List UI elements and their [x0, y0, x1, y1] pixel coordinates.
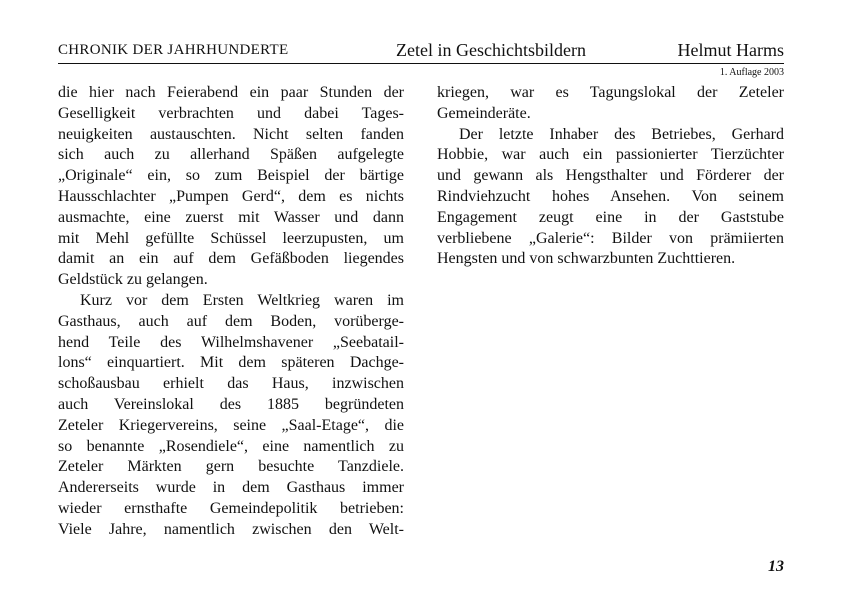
text-column-right	[437, 83, 784, 270]
text-column-left	[58, 83, 404, 541]
text-line: so benannte „Rosendiele“, eine namentlich zu	[58, 437, 404, 455]
text-line: Hengsten und von schwarzbunten Zuchttieren.	[437, 250, 736, 268]
text-line: wieder ernsthafte Gemeindepolitik betrieben:	[58, 499, 404, 517]
text-line: Zeteler Märkten gern besuchte Tanzdiele.	[58, 458, 404, 476]
text-line: Zeteler Kriegervereins, seine „Saal-Etage“, die	[58, 416, 404, 434]
text-line: Geldstück zu gelangen.	[58, 271, 208, 289]
text-line: sich auch zu allerhand Späßen aufgelegte	[58, 146, 404, 164]
text-line: Gemeinderäte.	[437, 104, 531, 122]
text-line: neuigkeiten austauschten. Nicht selten fanden	[58, 125, 404, 143]
text-line: Hausschlachter „Pumpen Gerd“, dem es nichts	[58, 187, 404, 205]
text-line: Gasthaus, auch auf dem Boden, vorüberge-	[58, 312, 404, 330]
text-line: Viele Jahre, namentlich zwischen den Welt-	[58, 520, 404, 538]
text-line: damit an ein auf dem Gefäßboden liegendes	[58, 250, 404, 268]
text-line: Engagement zeugt eine in der Gaststube	[437, 208, 784, 226]
text-line: hend Teile des Wilhelmshavener „Seebatail-	[58, 333, 404, 351]
text-line: Hobbie, war auch ein passionierter Tierzüchter	[437, 146, 784, 164]
page-number: 13	[768, 558, 784, 575]
text-line: lons“ einquartiert. Mit dem späteren Dachge-	[58, 354, 404, 372]
text-line: Geselligkeit verbrachten und dabei Tages-	[58, 104, 404, 122]
text-line: Rindviehzucht hohes Ansehen. Von seinem	[437, 187, 784, 205]
text-line: ausmachte, eine zuerst mit Wasser und dann	[58, 208, 404, 226]
text-line: Andererseits wurde in dem Gasthaus immer	[58, 479, 404, 497]
header-rule	[58, 63, 784, 64]
text-line: „Originale“ ein, so zum Beispiel der bärtige	[58, 167, 404, 185]
series-title: CHRONIK DER JAHRHUNDERTE	[58, 42, 289, 58]
text-line: verbliebene „Galerie“: Bilder von prämiierten	[437, 229, 784, 247]
text-line: und gewann als Hengsthalter und Förderer der	[437, 167, 784, 185]
text-line: schoßausbau erhielt das Haus, inzwischen	[58, 375, 404, 393]
edition-note: 1. Auflage 2003	[719, 67, 784, 78]
text-line: mit Mehl gefüllte Schüssel leerzupusten, um	[58, 229, 404, 247]
text-line: Kurz vor dem Ersten Weltkrieg waren im	[80, 291, 404, 309]
text-line: Der letzte Inhaber des Betriebes, Gerhard	[459, 125, 784, 143]
text-line: die hier nach Feierabend ein paar Stunden der	[58, 84, 404, 101]
text-line: auch Vereinslokal des 1885 begründeten	[58, 395, 404, 413]
author-name: Helmut Harms	[677, 40, 784, 60]
book-title: Zetel in Geschichtsbildern	[396, 40, 586, 60]
text-line: kriegen, war es Tagungslokal der Zeteler	[437, 84, 784, 101]
